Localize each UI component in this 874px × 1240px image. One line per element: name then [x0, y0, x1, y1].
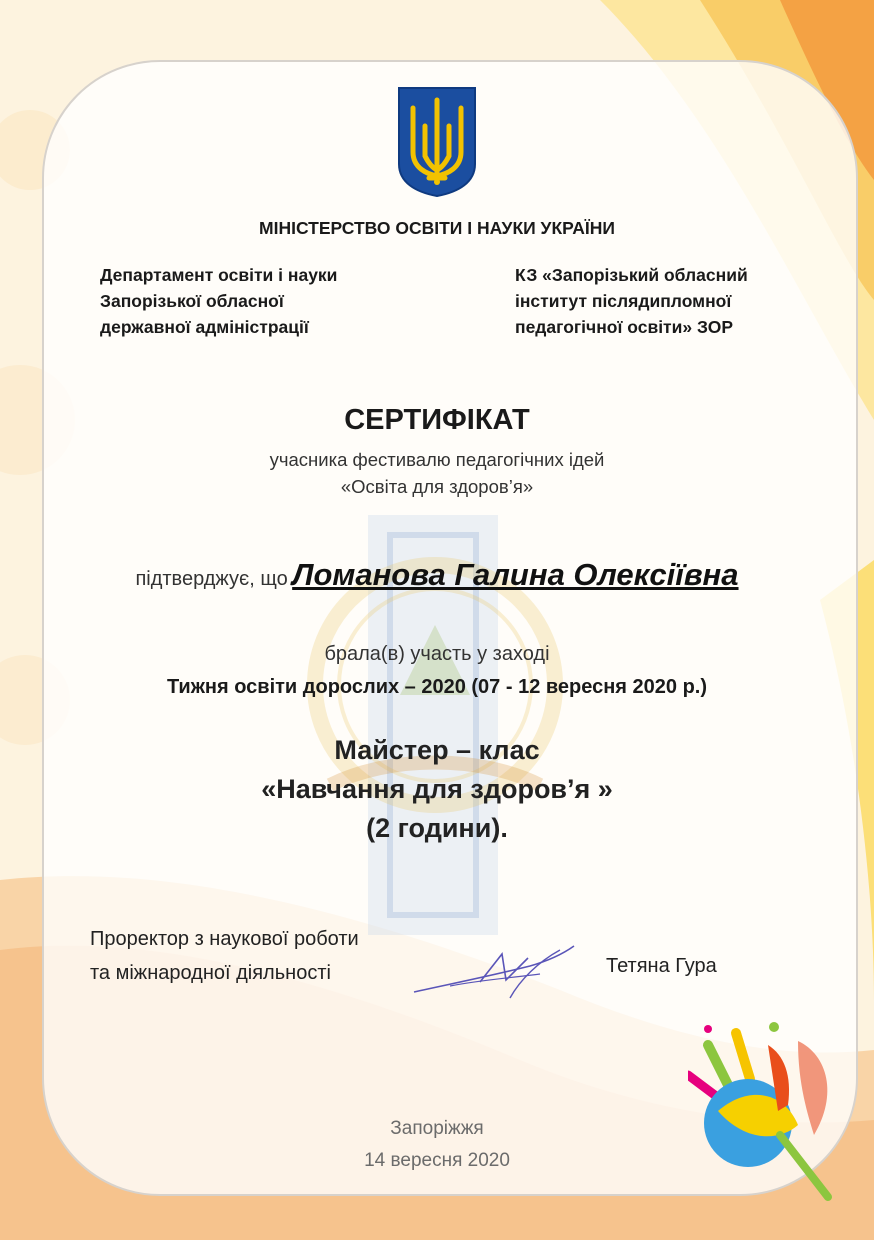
signature-icon	[410, 940, 580, 1000]
certificate-subtitle: учасника фестивалю педагогічних ідей	[269, 449, 605, 470]
signer-name: Тетяна Гура	[606, 955, 717, 977]
institute-line: інститут післядипломної	[515, 291, 732, 311]
ukraine-coat-of-arms-icon	[397, 86, 477, 198]
signatory-position-line: Проректор з наукової роботи	[90, 928, 359, 950]
masterclass-duration: (2 години).	[366, 813, 508, 843]
signatory-position-line: та міжнародної діяльності	[90, 962, 331, 984]
confirmation-line	[0, 557, 874, 593]
institute-line: педагогічної освіти» ЗОР	[515, 317, 733, 337]
certificate-title: СЕРТИФІКАТ	[344, 404, 530, 436]
department-organization	[100, 262, 337, 340]
festival-name: «Освіта для здоров’я»	[340, 476, 534, 497]
masterclass-title: «Навчання для здоров’я »	[261, 774, 613, 804]
signatory-position	[90, 922, 359, 990]
confirmation-prefix: підтверджує, що	[135, 568, 288, 590]
masterclass-label: Майстер – клас	[334, 735, 540, 765]
participation-text: брала(в) участь у заході	[324, 643, 550, 665]
department-line: Запорізької обласної	[100, 291, 284, 311]
event-name: Тижня освіти дорослих – 2020 (07 - 12 вересня 2020 р.)	[166, 676, 708, 698]
issue-date: 14 вересня 2020	[364, 1150, 510, 1171]
department-line: Департамент освіти і науки	[100, 265, 338, 285]
issue-city: Запоріжжя	[390, 1118, 484, 1139]
institute-organization	[515, 262, 748, 340]
institute-line: КЗ «Запорізький обласний	[515, 265, 748, 285]
festival-logo-icon	[688, 1015, 848, 1205]
department-line: державної адміністрації	[100, 317, 309, 337]
recipient-name: Ломанова Галина Олексіївна	[292, 557, 739, 592]
ministry-heading: МІНІСТЕРСТВО ОСВІТИ І НАУКИ УКРАЇНИ	[259, 218, 615, 238]
